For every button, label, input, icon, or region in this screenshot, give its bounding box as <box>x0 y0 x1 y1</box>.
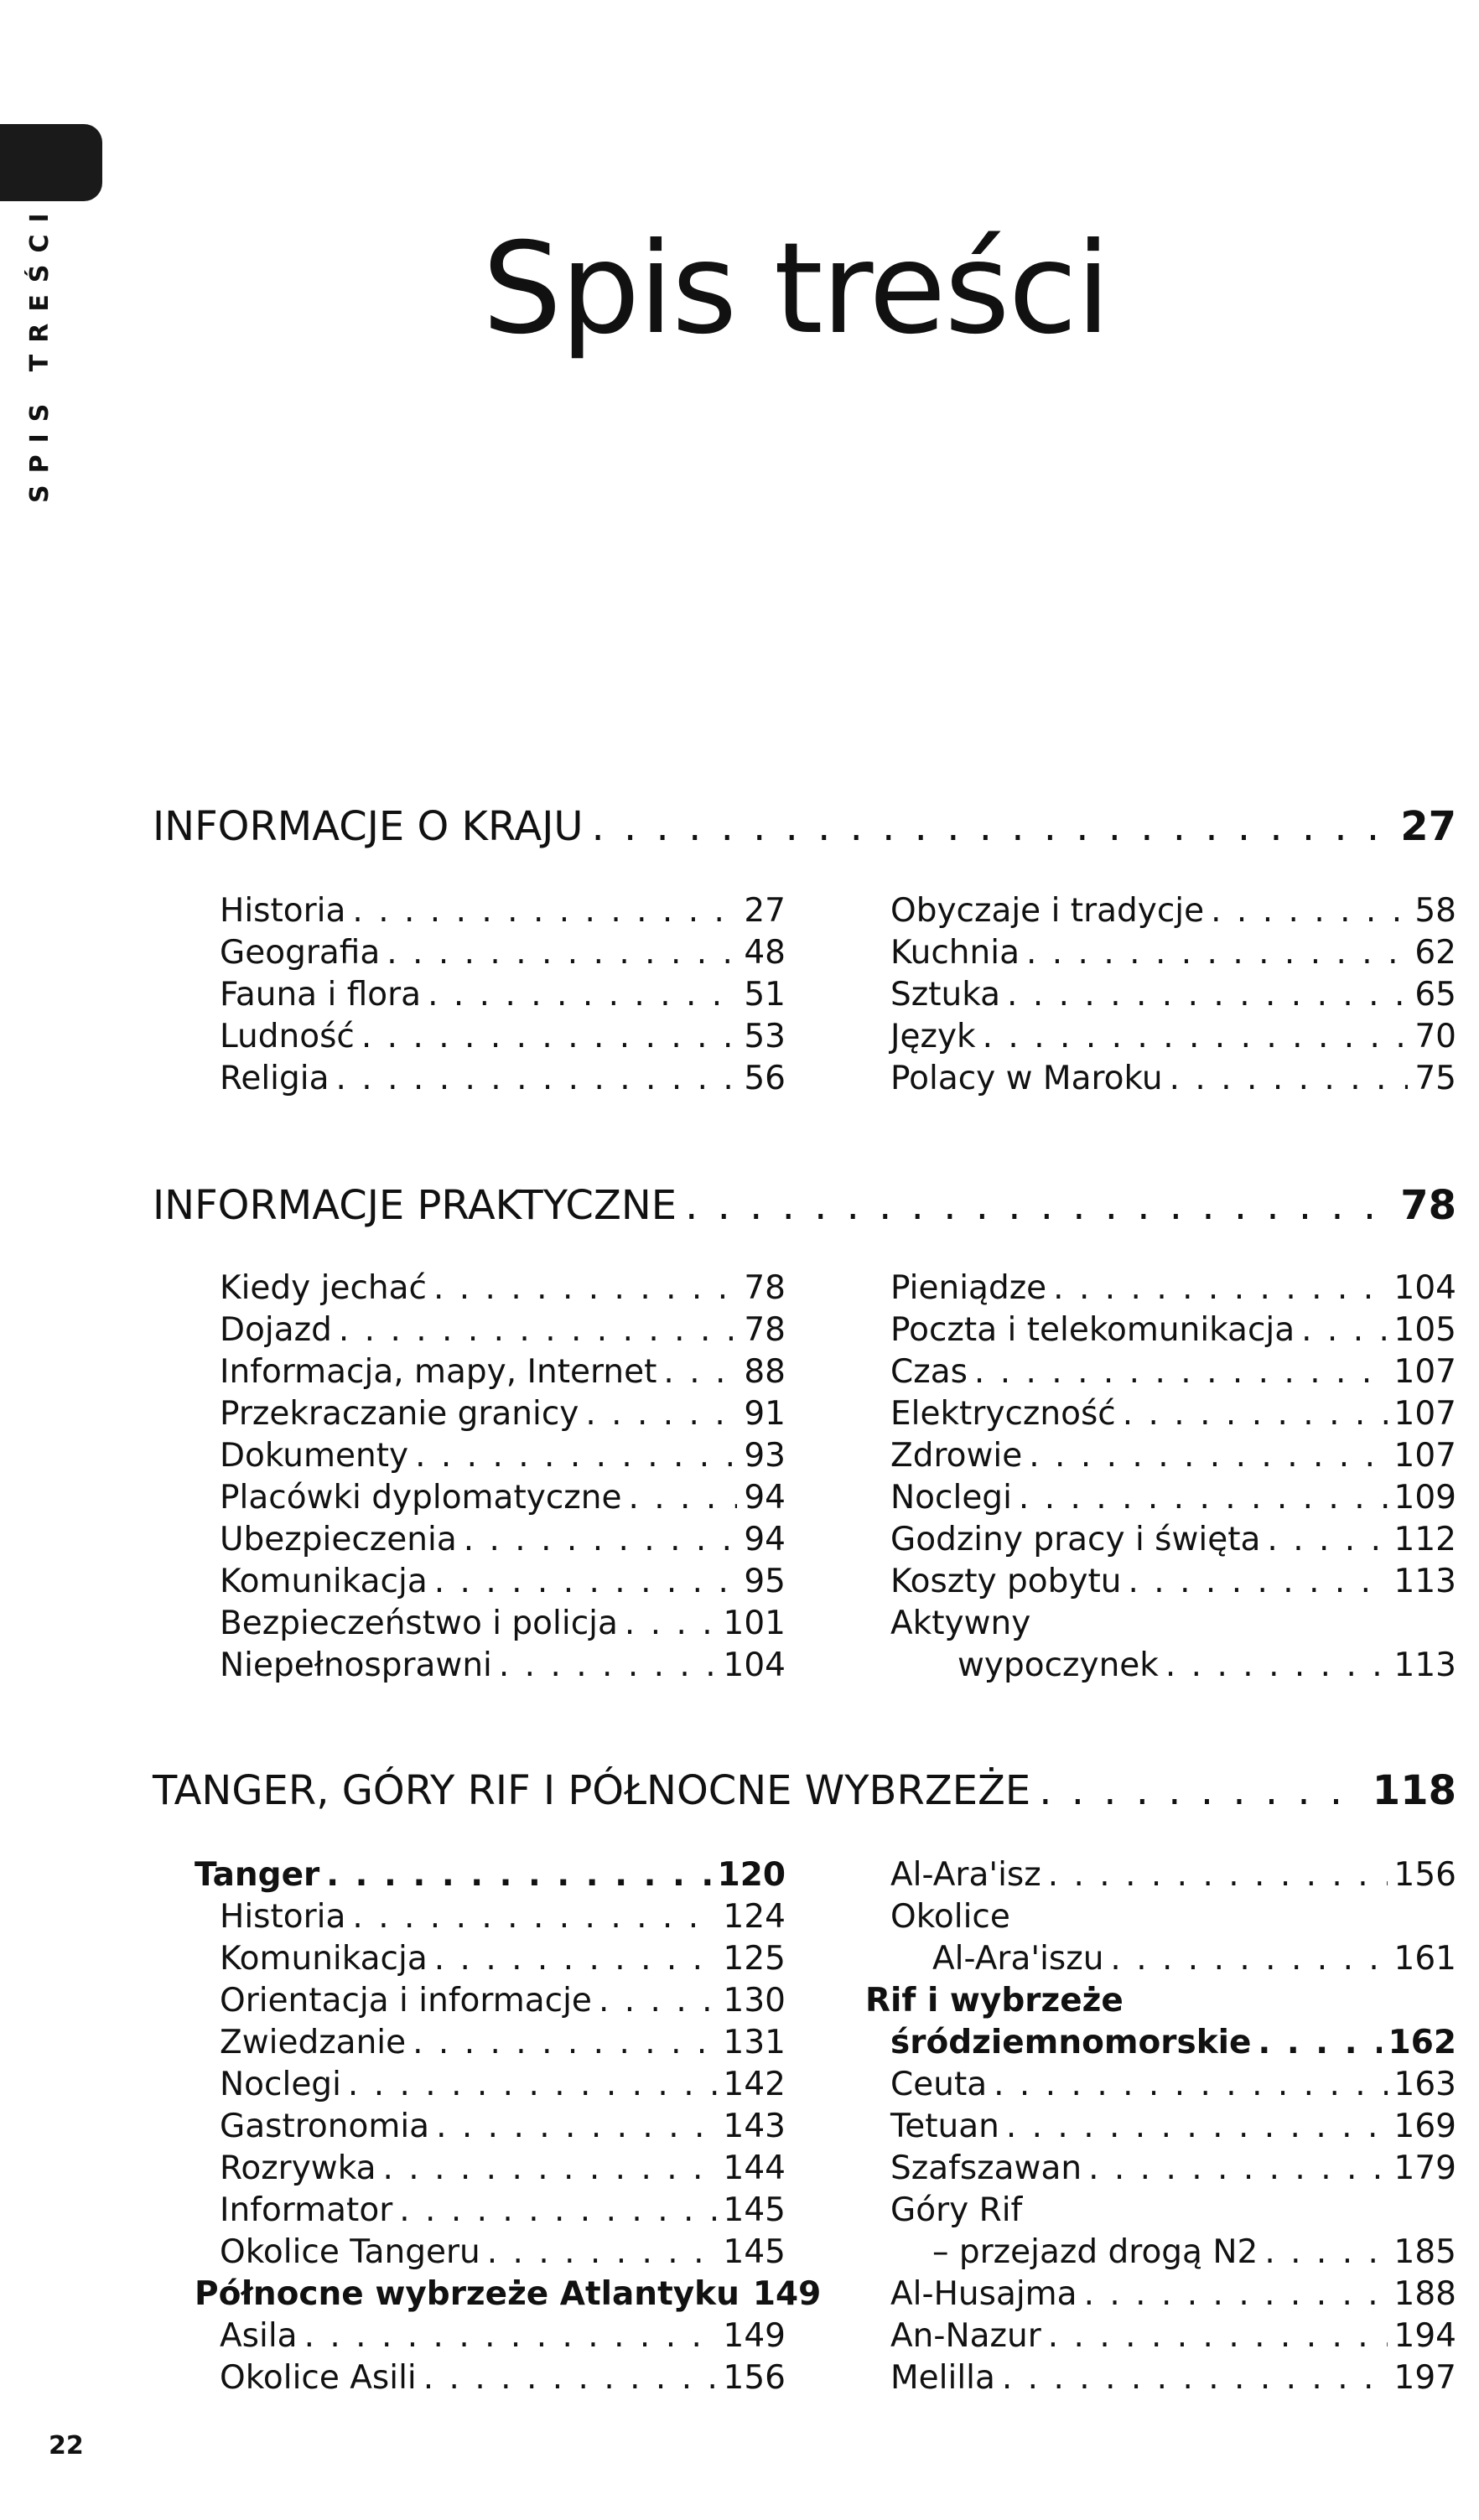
toc-entry[interactable] <box>865 2106 1456 2148</box>
dot-leader <box>399 2190 716 2232</box>
toc-entry-page: 142 <box>723 2066 786 2103</box>
toc-entry-page: 70 <box>1414 1018 1456 1055</box>
toc-entry[interactable] <box>195 2064 786 2106</box>
toc-entry-label: Tanger <box>195 1856 320 1894</box>
toc-entry-page: 131 <box>723 2024 786 2061</box>
toc-entry-page: 101 <box>723 1605 786 1642</box>
toc-entry[interactable] <box>195 2148 786 2190</box>
dot-leader <box>1301 1309 1387 1351</box>
toc-entry[interactable] <box>195 2190 786 2232</box>
toc-entry-label: Przekraczanie granicy <box>220 1395 579 1433</box>
toc-entry-label: Ludność <box>220 1018 355 1055</box>
dot-leader <box>487 2232 717 2274</box>
toc-entry-label: Noclegi <box>890 1479 1012 1517</box>
toc-entry-label: Gastronomia <box>220 2108 430 2145</box>
toc-entry-label: śródziemnomorskie <box>890 2024 1252 2061</box>
dot-leader <box>1048 1854 1388 1896</box>
dot-leader <box>326 1854 710 1896</box>
dot-leader <box>499 1645 717 1687</box>
toc-entry-page: 113 <box>1393 1646 1456 1684</box>
toc-entry[interactable] <box>220 1268 786 1309</box>
toc-entry-label: Ubezpieczenia <box>220 1521 457 1558</box>
toc-entry-page: 145 <box>723 2191 786 2229</box>
dot-leader <box>383 2148 717 2190</box>
toc-entry-label: wypoczynek <box>957 1646 1159 1684</box>
dot-leader <box>428 974 737 1016</box>
toc-entry[interactable] <box>865 2232 1456 2274</box>
toc-entry-label: Bezpieczeństwo i policja <box>220 1605 618 1642</box>
toc-entry-label: Melilla <box>890 2359 995 2397</box>
toc-entry[interactable] <box>890 1519 1456 1561</box>
page-number: 22 <box>49 2431 84 2460</box>
section-heading-informacje-praktyczne[interactable] <box>153 1182 1456 1229</box>
dot-leader <box>592 803 1393 850</box>
toc-column-left <box>220 890 786 1100</box>
dot-leader <box>352 1896 716 1938</box>
toc-entry-label: Dojazd <box>220 1311 332 1349</box>
toc-entry-label: Komunikacja <box>220 1563 428 1600</box>
toc-entry-page: 75 <box>1414 1060 1456 1097</box>
toc-entry-page: 48 <box>744 934 786 972</box>
toc-entry-page: 107 <box>1393 1395 1456 1433</box>
toc-entry-label: Czas <box>890 1353 968 1391</box>
toc-entry[interactable] <box>890 932 1456 974</box>
toc-entry-label: Religia <box>220 1060 330 1097</box>
dot-leader <box>585 1393 737 1435</box>
dot-leader <box>625 1603 717 1645</box>
toc-entry-label: Okolice Tangeru <box>220 2233 480 2271</box>
toc-entry[interactable] <box>865 2064 1456 2106</box>
toc-entry-page: 194 <box>1393 2317 1456 2355</box>
toc-entry[interactable] <box>890 1393 1456 1435</box>
toc-entry[interactable] <box>890 974 1456 1016</box>
toc-entry[interactable] <box>195 2232 786 2274</box>
dot-leader <box>1048 2315 1388 2357</box>
toc-entry-page: 107 <box>1393 1437 1456 1475</box>
toc-entry[interactable] <box>195 2357 786 2399</box>
dot-leader <box>1053 1268 1387 1309</box>
dot-leader <box>1123 1393 1388 1435</box>
toc-entry-page: 169 <box>1393 2108 1456 2145</box>
toc-entry[interactable] <box>220 1435 786 1477</box>
dot-leader <box>1029 1435 1387 1477</box>
toc-entry[interactable] <box>890 1309 1456 1351</box>
toc-entry-page: 53 <box>744 1018 786 1055</box>
toc-entry-label: Tetuan <box>890 2108 999 2145</box>
toc-column-right <box>890 890 1456 1100</box>
toc-entry-label: Historia <box>220 892 346 930</box>
toc-entry[interactable] <box>195 1896 786 1938</box>
toc-entry-page: 145 <box>723 2233 786 2271</box>
toc-entry[interactable] <box>220 1645 786 1687</box>
dot-leader <box>1258 2022 1382 2064</box>
toc-entry-label: Koszty pobytu <box>890 1563 1122 1600</box>
toc-entry-page: 143 <box>723 2108 786 2145</box>
toc-entry[interactable] <box>890 1645 1456 1687</box>
dot-leader <box>436 2106 716 2148</box>
toc-entry[interactable] <box>195 1980 786 2022</box>
toc-entry-label: Al-Husajma <box>890 2275 1077 2313</box>
toc-entry-label: Noclegi <box>220 2066 341 2103</box>
toc-entry-label: Fauna i flora <box>220 976 422 1014</box>
toc-entry[interactable] <box>220 1058 786 1100</box>
toc-entry-label: Okolice Asili <box>220 2359 417 2397</box>
dot-leader <box>974 1351 1388 1393</box>
toc-entry-label: Godziny pracy i święta <box>890 1521 1261 1558</box>
toc-entry[interactable] <box>195 2022 786 2064</box>
dot-leader <box>1129 1561 1388 1603</box>
toc-entry[interactable] <box>865 2315 1456 2357</box>
dot-leader <box>1170 1058 1409 1100</box>
toc-entry-page: 113 <box>1393 1563 1456 1600</box>
toc-entry-label: Historia <box>220 1898 346 1936</box>
toc-entry-label: Szafszawan <box>890 2149 1082 2187</box>
toc-entry-page: 62 <box>1414 934 1456 972</box>
toc-entry-label: Zdrowie <box>890 1437 1023 1475</box>
toc-entry[interactable] <box>220 1016 786 1058</box>
dot-leader <box>387 932 737 974</box>
dot-leader <box>1007 974 1408 1016</box>
toc-entry-label: Placówki dyplomatyczne <box>220 1479 622 1517</box>
dot-leader <box>434 1938 717 1980</box>
toc-entry-label: An-Nazur <box>890 2317 1041 2355</box>
toc-entry[interactable] <box>865 1896 1456 1938</box>
toc-entry-page: 88 <box>744 1353 786 1391</box>
page-title: Spis treści <box>482 216 1109 362</box>
dot-leader <box>628 1477 737 1519</box>
toc-entry[interactable] <box>220 1561 786 1603</box>
toc-entry-label: Zwiedzanie <box>220 2024 407 2061</box>
toc-entry[interactable] <box>890 890 1456 932</box>
toc-entry[interactable] <box>865 1938 1456 1980</box>
toc-column-right <box>865 1854 1456 2399</box>
dot-leader <box>1110 1938 1387 1980</box>
toc-entry-page: 162 <box>1388 2024 1456 2061</box>
dot-leader <box>685 1182 1392 1229</box>
section-page: 118 <box>1372 1767 1456 1814</box>
toc-entry-page: 78 <box>744 1311 786 1349</box>
toc-entry-page: 107 <box>1393 1353 1456 1391</box>
dot-leader <box>1019 1477 1388 1519</box>
section-heading-informacje-o-kraju[interactable] <box>153 803 1456 850</box>
toc-column-right <box>890 1268 1456 1687</box>
toc-entry-label: Kiedy jechać <box>220 1269 427 1307</box>
toc-entry[interactable] <box>195 2106 786 2148</box>
toc-entry-page: 94 <box>744 1479 786 1517</box>
toc-entry[interactable] <box>220 932 786 974</box>
toc-entry-page: 51 <box>744 976 786 1014</box>
toc-entry-page: 78 <box>744 1269 786 1307</box>
toc-entry-label: Komunikacja <box>220 1940 428 1978</box>
toc-entry[interactable] <box>890 1561 1456 1603</box>
dot-leader <box>1002 2357 1388 2399</box>
toc-entry-page: 58 <box>1414 892 1456 930</box>
toc-entry-page: 156 <box>1393 1856 1456 1894</box>
toc-entry-label: Sztuka <box>890 976 1001 1014</box>
toc-entry-label: Pieniądze <box>890 1269 1047 1307</box>
toc-entry-label: Niepełnosprawni <box>220 1646 492 1684</box>
toc-entry-label: Al-Ara'iszu <box>932 1940 1104 1978</box>
toc-entry-page: 105 <box>1393 1311 1456 1349</box>
dot-leader <box>1165 1645 1388 1687</box>
dot-leader <box>1039 1767 1364 1814</box>
toc-entry-page: 56 <box>744 1060 786 1097</box>
toc-entry-page: 91 <box>744 1395 786 1433</box>
toc-entry-page: 94 <box>744 1521 786 1558</box>
toc-entry-page: 163 <box>1393 2066 1456 2103</box>
toc-entry[interactable] <box>220 1603 786 1645</box>
dot-leader <box>599 1980 717 2022</box>
dot-leader <box>361 1016 738 1058</box>
dot-leader <box>1084 2274 1388 2315</box>
toc-entry-label: Obyczaje i tradycje <box>890 892 1205 930</box>
dot-leader <box>352 890 737 932</box>
dot-leader <box>304 2315 717 2357</box>
dot-leader <box>1026 932 1408 974</box>
toc-entry[interactable] <box>865 2022 1456 2064</box>
section-title: INFORMACJE O KRAJU <box>153 803 584 850</box>
dot-leader <box>994 2064 1387 2106</box>
toc-entry-page: 144 <box>723 2149 786 2187</box>
toc-entry[interactable] <box>195 1938 786 1980</box>
toc-entry[interactable] <box>865 1980 1456 2022</box>
dot-leader <box>339 1309 738 1351</box>
dot-leader <box>1211 890 1408 932</box>
toc-entry-page: 104 <box>1393 1269 1456 1307</box>
toc-entry[interactable] <box>220 1393 786 1435</box>
section-tab-marker <box>0 124 102 201</box>
side-section-label: SPIS TREŚCI <box>25 201 54 503</box>
dot-leader <box>464 1519 738 1561</box>
toc-entry-label: Okolice <box>890 1898 1010 1936</box>
toc-entry-label: Rif i wybrzeże <box>865 1982 1124 2020</box>
toc-entry-label: Informacja, mapy, Internet <box>220 1353 657 1391</box>
toc-entry-page: 112 <box>1393 1521 1456 1558</box>
toc-entry-page: 104 <box>723 1646 786 1684</box>
toc-column-left <box>195 1854 822 2399</box>
toc-entry-page: 149 <box>752 2275 822 2313</box>
section-heading-tanger[interactable] <box>153 1767 1456 1814</box>
section-page: 78 <box>1400 1182 1456 1229</box>
toc-entry[interactable] <box>865 2357 1456 2399</box>
toc-entry-label: Aktywny <box>890 1605 1031 1642</box>
dot-leader <box>423 2357 717 2399</box>
dot-leader <box>433 1268 737 1309</box>
toc-entry-page: 109 <box>1393 1479 1456 1517</box>
toc-entry-page: 124 <box>723 1898 786 1936</box>
toc-entry-label: Rozrywka <box>220 2149 376 2187</box>
toc-entry-page: 65 <box>1414 976 1456 1014</box>
toc-entry-label: Język <box>890 1018 976 1055</box>
toc-entry-label: Informator <box>220 2191 393 2229</box>
toc-entry-page: 156 <box>723 2359 786 2397</box>
toc-entry-label: Ceuta <box>890 2066 988 2103</box>
dot-leader <box>413 2022 716 2064</box>
dot-leader <box>983 1016 1409 1058</box>
toc-entry[interactable] <box>865 2190 1456 2232</box>
toc-entry[interactable] <box>195 2274 822 2315</box>
toc-entry[interactable] <box>220 974 786 1016</box>
section-title: INFORMACJE PRAKTYCZNE <box>153 1182 677 1229</box>
toc-entry[interactable] <box>890 1435 1456 1477</box>
toc-entry[interactable] <box>890 1016 1456 1058</box>
section-title: TANGER, GÓRY RIF I PÓŁNOCNE WYBRZEŻE <box>153 1767 1031 1814</box>
dot-leader <box>663 1351 737 1393</box>
toc-entry[interactable] <box>890 1477 1456 1519</box>
toc-entry-label: – przejazd drogą N2 <box>932 2233 1258 2271</box>
toc-entry-label: Kuchnia <box>890 934 1020 972</box>
dot-leader <box>415 1435 737 1477</box>
toc-entry-label: Dokumenty <box>220 1437 409 1475</box>
dot-leader <box>348 2064 717 2106</box>
toc-entry-label: Poczta i telekomunikacja <box>890 1311 1295 1349</box>
toc-entry-label: Polacy w Maroku <box>890 1060 1163 1097</box>
toc-entry[interactable] <box>890 1351 1456 1393</box>
toc-entry-page: 161 <box>1393 1940 1456 1978</box>
toc-entry-page: 95 <box>744 1563 786 1600</box>
toc-entry[interactable] <box>220 1351 786 1393</box>
dot-leader <box>1267 1519 1387 1561</box>
toc-entry-page: 27 <box>744 892 786 930</box>
toc-entry-label: Góry Rif <box>890 2191 1023 2229</box>
toc-entry-label: Geografia <box>220 934 381 972</box>
toc-entry-label: Al-Ara'isz <box>890 1856 1041 1894</box>
toc-entry[interactable] <box>195 1854 786 1896</box>
section-page: 27 <box>1400 803 1456 850</box>
toc-entry-label: Asila <box>220 2317 298 2355</box>
toc-entry-page: 130 <box>723 1982 786 2020</box>
dot-leader <box>1264 2232 1387 2274</box>
toc-column-left <box>220 1268 786 1687</box>
toc-entry-page: 120 <box>717 1856 786 1894</box>
toc-entry-page: 179 <box>1393 2149 1456 2187</box>
dot-leader <box>434 1561 738 1603</box>
toc-entry-page: 197 <box>1393 2359 1456 2397</box>
toc-entry[interactable] <box>220 1477 786 1519</box>
toc-entry[interactable] <box>865 2148 1456 2190</box>
toc-entry[interactable] <box>220 890 786 932</box>
toc-entry-page: 93 <box>744 1437 786 1475</box>
toc-entry-page: 149 <box>723 2317 786 2355</box>
dot-leader <box>1006 2106 1388 2148</box>
dot-leader <box>1088 2148 1387 2190</box>
toc-entry[interactable] <box>220 1519 786 1561</box>
toc-entry[interactable] <box>195 2315 786 2357</box>
toc-entry-label: Orientacja i informacje <box>220 1982 592 2020</box>
toc-entry-label: Elektryczność <box>890 1395 1116 1433</box>
toc-entry[interactable] <box>890 1058 1456 1100</box>
toc-entry-page: 188 <box>1393 2275 1456 2313</box>
toc-entry-page: 185 <box>1393 2233 1456 2271</box>
toc-entry[interactable] <box>890 1603 1456 1645</box>
toc-entry-label: Północne wybrzeże Atlantyku <box>195 2275 740 2313</box>
toc-entry[interactable] <box>220 1309 786 1351</box>
toc-entry-page: 125 <box>723 1940 786 1978</box>
toc-entry[interactable] <box>865 1854 1456 1896</box>
dot-leader <box>336 1058 738 1100</box>
toc-entry[interactable] <box>865 2274 1456 2315</box>
toc-entry[interactable] <box>890 1268 1456 1309</box>
